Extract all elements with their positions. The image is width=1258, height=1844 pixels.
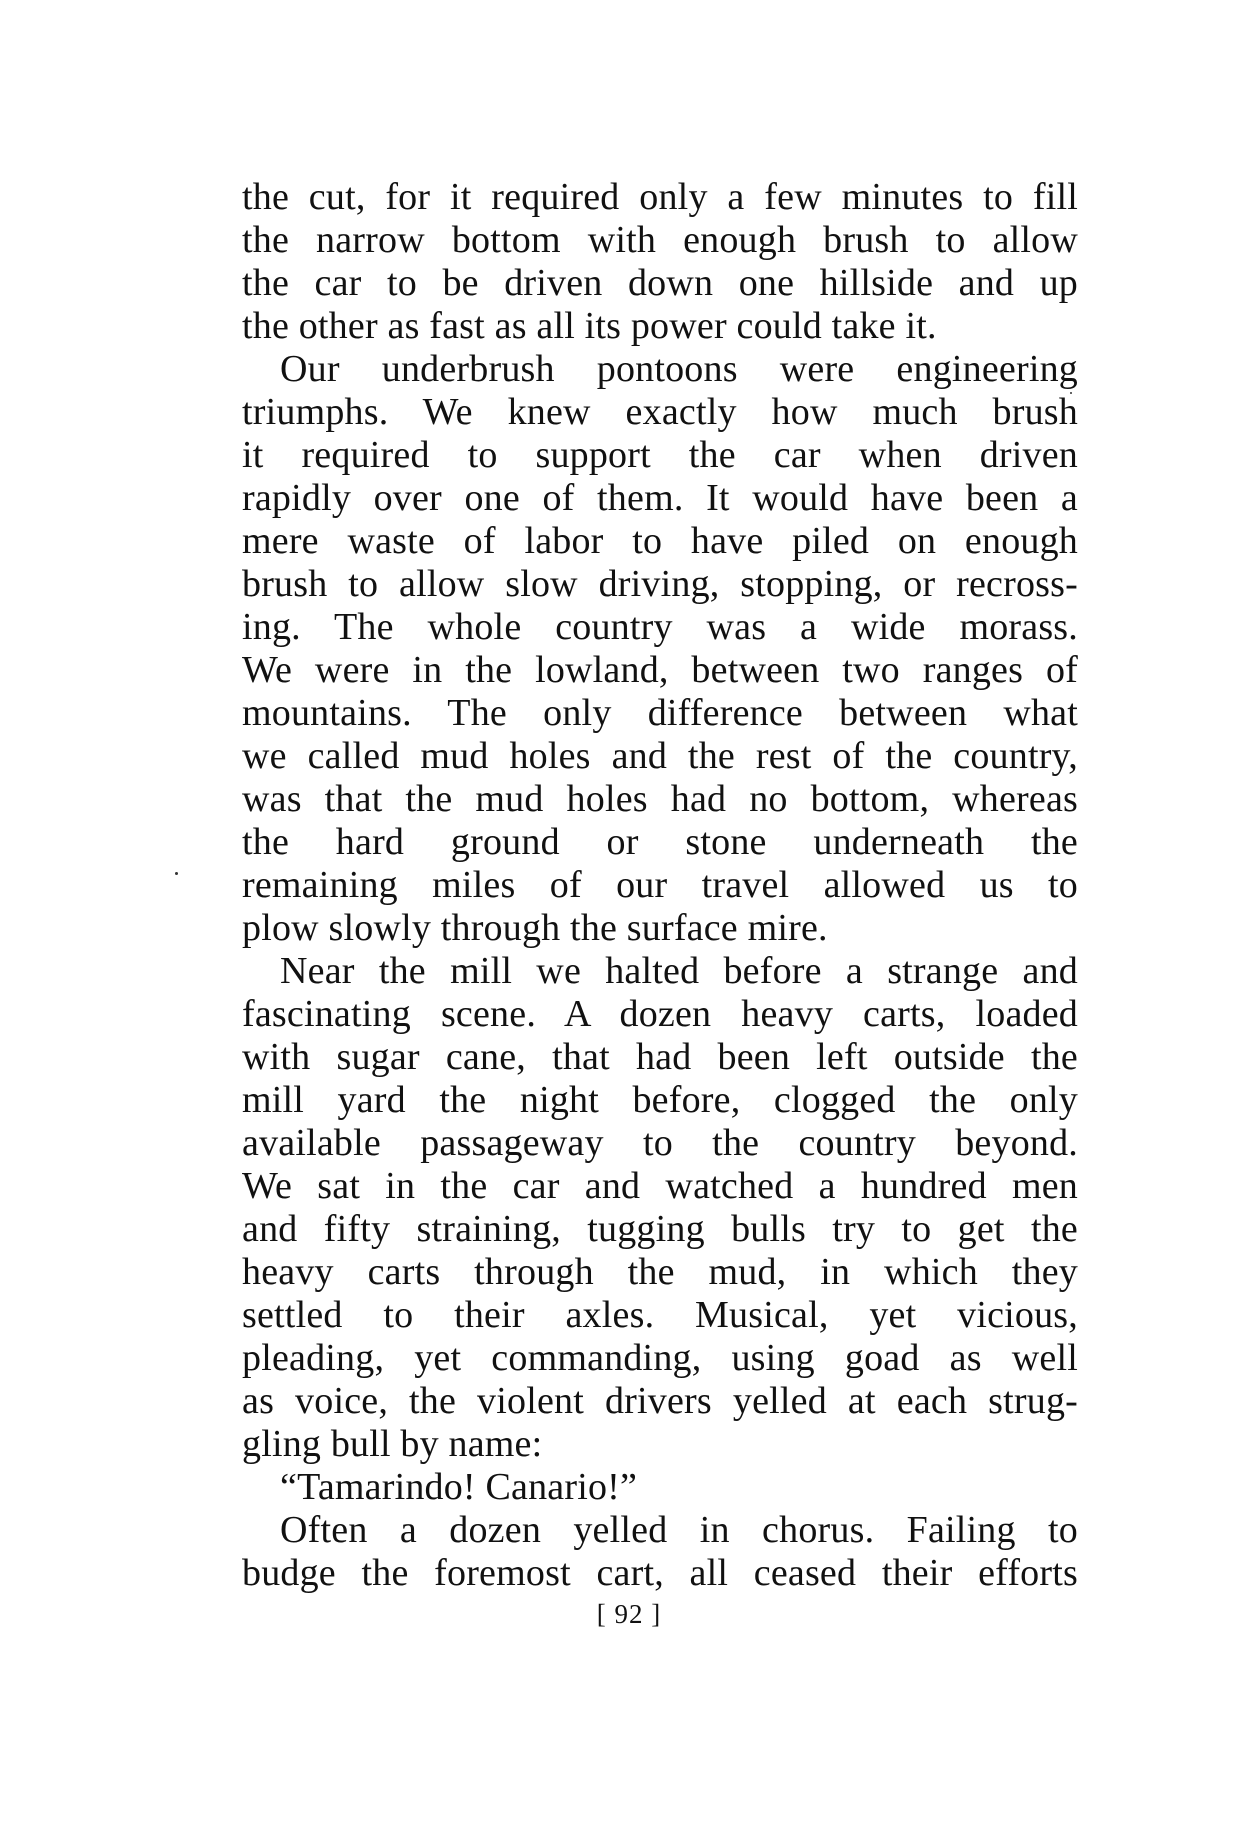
text-line: Near the mill we halted before a strange and: [280, 950, 1078, 992]
text-line: available passageway to the country beyond.: [242, 1122, 1078, 1164]
text-line: was that the mud holes had no bottom, whereas: [242, 778, 1078, 820]
text-line: the narrow bottom with enough brush to allow: [242, 219, 1078, 261]
text-line: with sugar cane, that had been left outside the: [242, 1036, 1078, 1078]
text-line: plow slowly through the surface mire.: [242, 907, 828, 949]
text-line: budge the foremost cart, all ceased their efforts: [242, 1552, 1078, 1594]
text-line: “Tamarindo! Canario!”: [280, 1466, 638, 1508]
text-line: Often a dozen yelled in chorus. Failing to: [280, 1509, 1078, 1551]
text-line: it required to support the car when driven: [242, 434, 1078, 476]
text-line: mill yard the night before, clogged the only: [242, 1079, 1078, 1121]
text-line: we called mud holes and the rest of the country,: [242, 735, 1078, 777]
body-text: [242, 176, 1078, 1595]
text-line: mere waste of labor to have piled on enough: [242, 520, 1078, 562]
page-speck: [175, 872, 178, 875]
text-line: brush to allow slow driving, stopping, or recross-: [242, 563, 1078, 605]
text-line: rapidly over one of them. It would have been a: [242, 477, 1078, 519]
text-line: the cut, for it required only a few minutes to fill: [242, 176, 1078, 218]
text-line: We were in the lowland, between two ranges of: [242, 649, 1078, 691]
text-line: pleading, yet commanding, using goad as well: [242, 1337, 1078, 1379]
text-line: the car to be driven down one hillside and up: [242, 262, 1078, 304]
text-line: and fifty straining, tugging bulls try to get the: [242, 1208, 1078, 1250]
text-line: settled to their axles. Musical, yet vicious,: [242, 1294, 1078, 1336]
text-line: mountains. The only difference between what: [242, 692, 1078, 734]
text-line: remaining miles of our travel allowed us to: [242, 864, 1078, 906]
text-line: triumphs. We knew exactly how much brush: [242, 391, 1078, 433]
page-number: [ 92 ]: [596, 1599, 662, 1629]
text-line: the hard ground or stone underneath the: [242, 821, 1078, 863]
text-line: the other as fast as all its power could take it.: [242, 305, 937, 347]
text-line: heavy carts through the mud, in which they: [242, 1251, 1078, 1293]
text-line: We sat in the car and watched a hundred men: [242, 1165, 1078, 1207]
text-line: as voice, the violent drivers yelled at each strug-: [242, 1380, 1078, 1422]
text-line: Our underbrush pontoons were engineering: [280, 348, 1078, 390]
text-line: fascinating scene. A dozen heavy carts, loaded: [242, 993, 1078, 1035]
text-line: gling bull by name:: [242, 1423, 543, 1465]
text-line: ing. The whole country was a wide morass.: [242, 606, 1078, 648]
